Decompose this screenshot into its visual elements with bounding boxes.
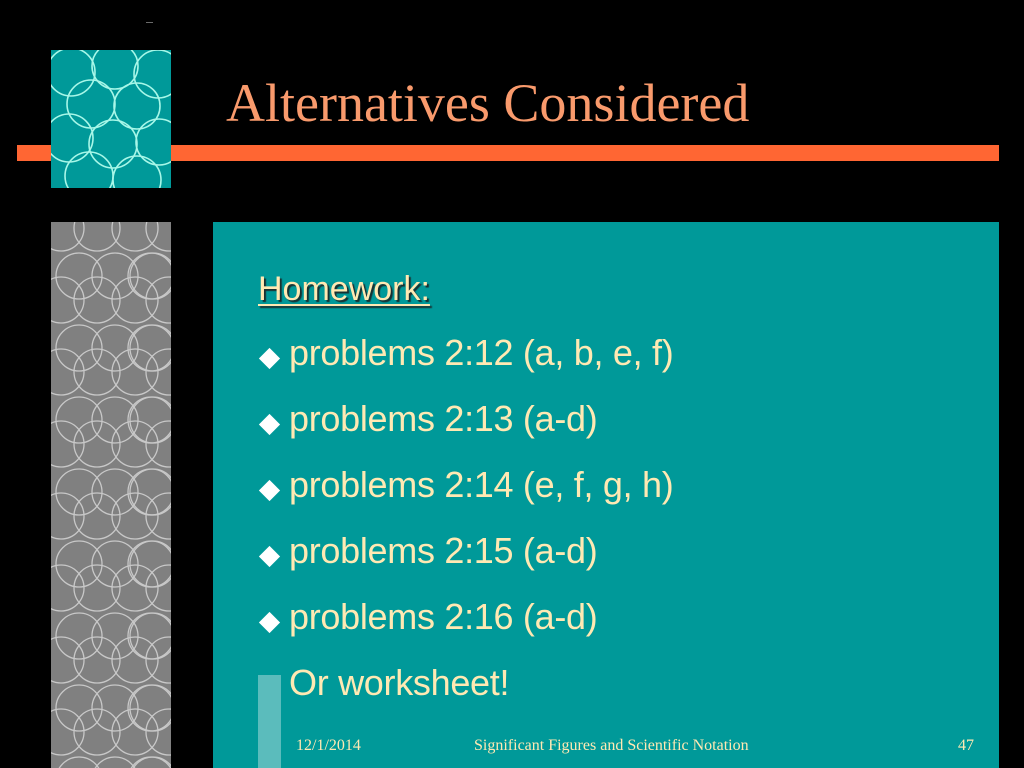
footer-accent-bar [258,675,281,768]
diamond-bullet-icon [259,612,280,633]
list-item [258,398,673,467]
side-pattern-strip [51,222,171,768]
bullet-text: problems 2:13 (a-d) [289,398,598,439]
title-circles-pattern [51,50,171,188]
list-item [258,596,673,665]
diamond-bullet-icon [259,414,280,435]
slide-title: Alternatives Considered [226,73,750,133]
side-circles-pattern [51,222,171,768]
bullet-text: Or worksheet! [289,662,510,703]
page-number: 47 [958,737,974,754]
bullet-text: problems 2:12 (a, b, e, f) [289,332,674,373]
list-item [258,332,674,401]
list-item [258,530,673,599]
diamond-bullet-icon [259,480,280,501]
corner-mark [146,22,153,23]
bullet-text: problems 2:16 (a-d) [289,596,598,637]
diamond-bullet-icon [259,348,280,369]
footer-date: 12/1/2014 [296,737,361,754]
bullet-text: problems 2:15 (a-d) [289,530,598,571]
diamond-bullet-icon [259,546,280,567]
title-pattern-square [51,50,171,188]
bullet-text: problems 2:14 (e, f, g, h) [289,464,674,505]
list-item [258,662,673,731]
list-item [258,464,674,533]
bullet-list [258,332,674,731]
content-heading: Homework: [258,270,430,308]
footer-title: Significant Figures and Scientific Notation [474,737,749,754]
